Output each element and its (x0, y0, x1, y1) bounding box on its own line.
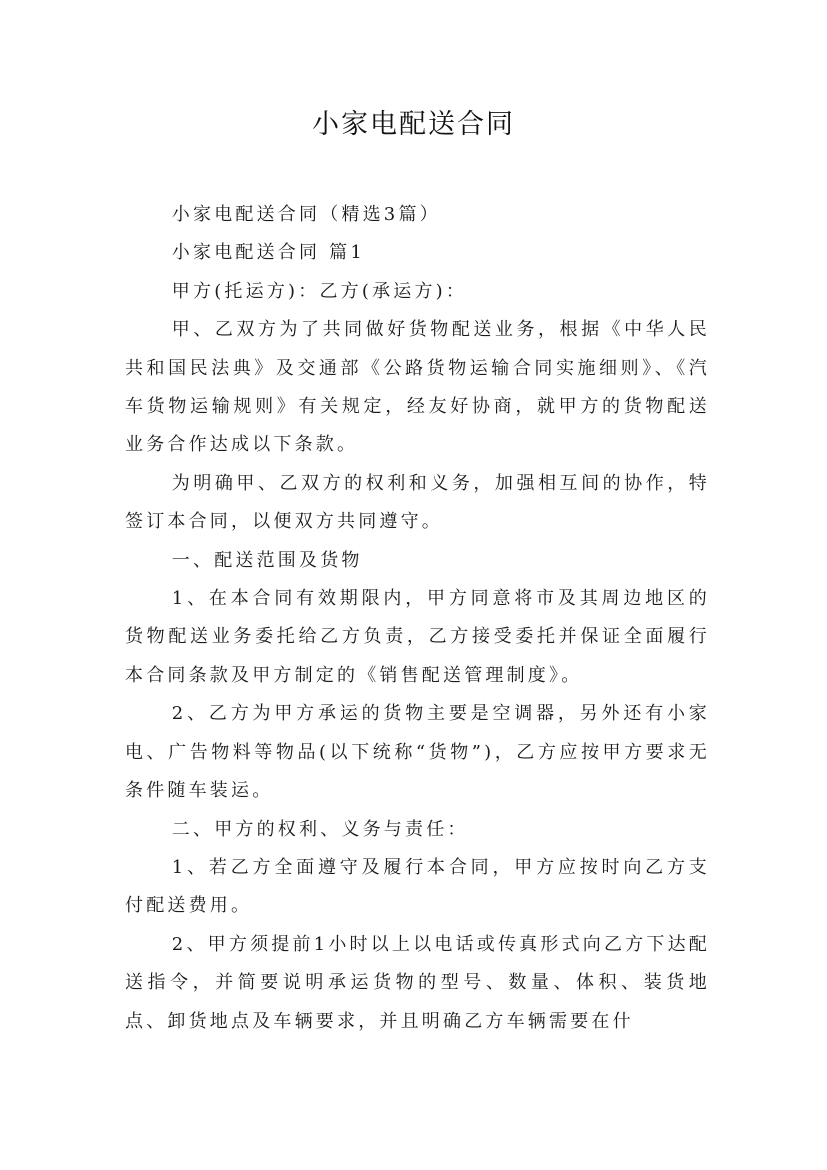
document-title: 小家电配送合同 (312, 109, 515, 140)
paragraph-heading-scope: 一、配送范围及货物 (171, 549, 363, 571)
paragraph-scope-1: 1、在本合同有效期限内，甲方同意将市及其周边地区的货物配送业务委托给乙方负责，乙方接受委托并保证全面履行本合同条款及甲方制定的《销售配送管理制度》。 (125, 588, 710, 686)
paragraph-subtitle: 小家电配送合同（精选3篇） (171, 204, 441, 225)
paragraph-purpose: 为明确甲、乙双方的权利和义务，加强相互间的协作，特签订本合同，以便双方共同遵守。 (125, 472, 710, 533)
paragraph-scope-2: 2、乙方为甲方承运的货物主要是空调器，另外还有小家电、广告物料等物品(以下统称“货物”)，乙方应按甲方要求无条件随车装运。 (125, 703, 710, 802)
document-body (125, 196, 710, 1041)
paragraph-party-a-1: 1、若乙方全面遵守及履行本合同，甲方应按时向乙方支付配送费用。 (125, 856, 710, 917)
paragraph-preamble: 甲、乙双方为了共同做好货物配送业务，根据《中华人民共和国民法典》及交通部《公路货物运输合同实施细则》、《汽车货物运输规则》有关规定，经友好协商，就甲方的货物配送业务合作达成以下条款。 (125, 319, 710, 456)
paragraph-section-heading: 小家电配送合同 篇1 (171, 242, 365, 264)
paragraph-parties: 甲方(托运方)：乙方(承运方)： (171, 280, 468, 302)
paragraph-heading-party-a: 二、甲方的权利、义务与责任： (171, 818, 469, 840)
paragraph-party-a-2: 2、甲方须提前1小时以上以电话或传真形式向乙方下达配送指令，并简要说明承运货物的型号、数量、体积、装货地点、卸货地点及车辆要求，并且明确乙方车辆需要在什 (125, 933, 710, 1032)
